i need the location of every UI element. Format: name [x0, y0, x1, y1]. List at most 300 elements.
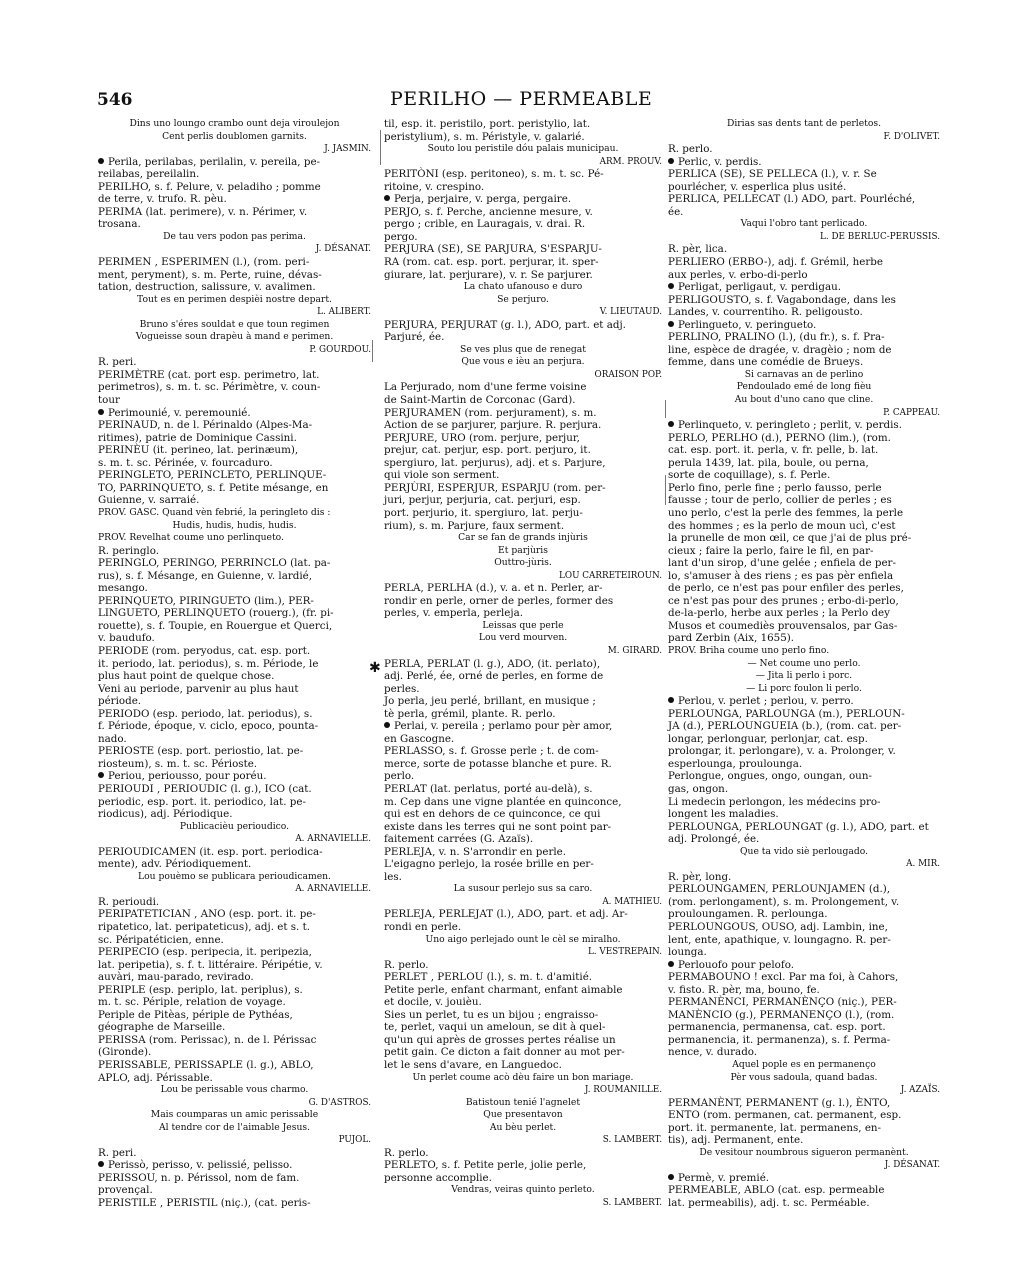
- line-text: PERJURA (SE), SE PARJURA, S'ESPARJU-: [384, 243, 602, 256]
- line-text: PERILHO, s. f. Pelure, v. peladiho ; pomme: [98, 180, 321, 193]
- text-line: [384, 1072, 662, 1085]
- line-text: pourlécher, v. esperlica plus usité.: [668, 180, 847, 193]
- text-line: [668, 833, 940, 846]
- text-line: [98, 871, 371, 884]
- text-line: [98, 745, 371, 758]
- line-text: PERLAT (lat. perlatus, porté au-delà), s.: [384, 782, 593, 795]
- line-text: Petite perle, enfant charmant, enfant aimable: [384, 983, 623, 996]
- line-text: PROV. GASC. Quand vèn febrié, la peringleto dis :: [98, 506, 331, 518]
- text-line: [384, 482, 662, 495]
- line-text: A. ARNAVIELLE.: [295, 834, 371, 845]
- bullet-icon: [384, 722, 390, 728]
- text-line: [98, 658, 371, 671]
- line-text: la prunelle de mon œil, ce que j'ai de plus pré-: [668, 532, 912, 545]
- text-line: [384, 1147, 662, 1160]
- line-text: ripatetico, lat. peripateticus), adj. et s. t.: [98, 921, 310, 933]
- line-text: cat. esp. port. it. perla, v. fr. pelle, b. lat.: [668, 444, 879, 457]
- text-line: [384, 733, 662, 746]
- text-line: [668, 996, 940, 1009]
- text-line: [668, 156, 940, 169]
- text-line: [668, 419, 940, 432]
- line-text: perles, v. emperla, perleja.: [384, 607, 524, 620]
- line-text: PERINAUD, n. de l. Périnaldo (Alpes-Ma-: [98, 419, 313, 432]
- text-line: [98, 582, 371, 595]
- text-line: [98, 407, 371, 420]
- text-line: [98, 770, 371, 783]
- line-text: Vaqui l'obro tant perlicado.: [740, 218, 868, 230]
- text-line: [668, 1009, 940, 1022]
- margin-rule: [665, 475, 666, 505]
- line-text: pergo ; crible, en Lauragais, v. drai. R.: [384, 218, 586, 231]
- text-line: [98, 632, 371, 645]
- line-text: Parjuré, ée.: [384, 331, 445, 344]
- text-line: [668, 908, 940, 921]
- line-text: PERLEJA, PERLEJAT (l.), ADO, part. et adj. Ar-: [384, 908, 628, 921]
- line-text: Cent perlis doublomen garnits.: [162, 130, 307, 142]
- text-line: [668, 407, 940, 420]
- line-text: PERIPECIO (esp. peripecia, it. peripezia,: [98, 946, 312, 959]
- text-line: [98, 908, 371, 921]
- line-text: A. ARNAVIELLE.: [295, 884, 371, 895]
- line-text: rus), s. f. Mésange, en Guienne, v. lardié,: [98, 569, 313, 582]
- text-line: [668, 934, 940, 947]
- text-line: [668, 921, 940, 934]
- line-text: Guienne, v. sarraié.: [98, 494, 200, 507]
- line-text: Periou, periousso, pour poréu.: [108, 770, 267, 783]
- text-line: [668, 896, 940, 909]
- text-line: [384, 883, 662, 896]
- text-line: [668, 946, 940, 959]
- line-text: de perlo, ce n'est pas pour enfiler des perles,: [668, 582, 904, 595]
- bullet-icon: [98, 409, 104, 415]
- line-text: PERLOUNGAMEN, PERLOUNJAMEN (d.),: [668, 883, 891, 896]
- line-text: De tau vers podon pas perima.: [163, 230, 306, 242]
- text-line: [668, 683, 940, 696]
- line-text: perimetros), s. m. t. sc. Périmètre, v. coun-: [98, 381, 321, 394]
- line-text: RA (rom. cat. esp. port. perjurar, it. sper-: [384, 256, 599, 269]
- column-2: [384, 118, 662, 1209]
- text-line: [384, 846, 662, 859]
- text-line: [98, 1097, 371, 1110]
- line-text: PROV. Revelhat coume uno perlinqueto.: [98, 532, 284, 544]
- text-line: [98, 331, 371, 344]
- text-line: [384, 168, 662, 181]
- text-line: [98, 708, 371, 721]
- text-line: [98, 181, 371, 194]
- text-line: [384, 984, 662, 997]
- text-line: [98, 444, 371, 457]
- text-line: [98, 482, 371, 495]
- text-line: [668, 695, 940, 708]
- line-text: petit gain. Ce dicton a fait donner au mot per-: [384, 1046, 625, 1059]
- text-line: [668, 1147, 940, 1160]
- line-text: V. LIEUTAUD.: [599, 307, 662, 318]
- line-text: PUJOL.: [338, 1135, 371, 1146]
- text-line: [668, 821, 940, 834]
- line-text: PERJURE, URO (rom. perjure, perjur,: [384, 431, 580, 444]
- text-line: [98, 131, 371, 144]
- line-text: tation, destruction, salissure, v. avalimen.: [98, 281, 316, 294]
- text-line: [384, 683, 662, 696]
- text-line: [668, 444, 940, 457]
- line-text: Et parjùris: [498, 544, 548, 556]
- text-line: [668, 733, 940, 746]
- line-text: géographe de Marseille.: [98, 1021, 226, 1034]
- text-line: [384, 670, 662, 683]
- line-text: gas, ongon.: [668, 782, 729, 795]
- text-line: [98, 733, 371, 746]
- text-line: [384, 858, 662, 871]
- line-text: Un perlet coume acò dèu faire un bon mariage.: [412, 1071, 634, 1083]
- text-line: [668, 281, 940, 294]
- line-text: en Gascogne.: [384, 732, 455, 745]
- line-text: Action de se parjurer, parjure. R. perjura.: [384, 419, 602, 432]
- text-line: [384, 770, 662, 783]
- line-text: Bruno s'éres souldat e que toun regimen: [139, 318, 330, 330]
- line-text: perles.: [384, 682, 420, 695]
- text-line: [98, 996, 371, 1009]
- bullet-icon: [668, 961, 674, 967]
- line-text: Perissò, perisso, v. pelissié, pelisso.: [108, 1159, 293, 1172]
- line-text: PERLETO, s. f. Petite perle, jolie perle,: [384, 1159, 587, 1172]
- bullet-icon: [668, 697, 674, 703]
- text-line: [668, 570, 940, 583]
- line-text: Perlingueto, v. peringueto.: [678, 318, 817, 331]
- line-text: P. GOURDOU.: [309, 344, 371, 355]
- line-text: existe dans les terres qui ne sont point par-: [384, 820, 612, 833]
- text-line: [98, 720, 371, 733]
- line-text: let le sens d'avare, en Languedoc.: [384, 1059, 562, 1072]
- text-line: [384, 1084, 662, 1097]
- line-text: PROV. Briha coume uno perlo fino.: [668, 644, 830, 656]
- text-line: [668, 520, 940, 533]
- text-line: [668, 331, 940, 344]
- line-text: Vogueisse soun drapèu à mand e perimen.: [135, 331, 334, 343]
- line-text: rondi en perle.: [384, 921, 462, 933]
- line-text: Pèr vous sadoula, quand badas.: [730, 1071, 878, 1083]
- text-line: [668, 1109, 940, 1122]
- text-line: [98, 281, 371, 294]
- line-text: PERJO, s. f. Perche, ancienne mesure, v.: [384, 205, 593, 218]
- line-text: PERJÙRI, ESPERJUR, ESPARJU (rom. per-: [384, 481, 606, 494]
- text-line: [98, 118, 371, 131]
- text-line: [384, 908, 662, 921]
- text-line: [384, 959, 662, 972]
- line-text: Uno aigo perlejado ount le cèl se miralho.: [425, 933, 621, 945]
- bullet-icon: [668, 321, 674, 327]
- line-text: esperlounga, proulounga.: [668, 757, 803, 770]
- text-line: [668, 131, 940, 144]
- text-line: [384, 1059, 662, 1072]
- line-text: J. ROUMANILLE.: [584, 1085, 662, 1096]
- text-line: [668, 231, 940, 244]
- text-line: [668, 356, 940, 369]
- line-text: JA (d.), PERLOUNGUEIA (b.), (rom. cat. per-: [668, 720, 902, 733]
- text-line: [384, 783, 662, 796]
- line-text: m. Cep dans une vigne plantée en quinconce,: [384, 795, 622, 808]
- text-line: [668, 858, 940, 871]
- line-text: port. it. permanente, lat. permanens, en-: [668, 1121, 882, 1134]
- text-line: [98, 394, 371, 407]
- text-line: [98, 1034, 371, 1047]
- line-text: adj. Prolongé, ée.: [668, 833, 760, 846]
- text-line: [384, 946, 662, 959]
- line-text: spergiuro, lat. perjurus), adj. et s. Parjure,: [384, 456, 606, 469]
- text-line: [98, 1184, 371, 1197]
- line-text: PERMABOUNO ! excl. Par ma foi, à Cahors,: [668, 971, 899, 984]
- text-line: [668, 557, 940, 570]
- line-text: de-la-perlo, herbe aux perles ; la Perlo dey: [668, 607, 890, 620]
- line-text: til, esp. it. peristilo, port. peristylio, lat.: [384, 118, 591, 130]
- line-text: Publicacièu perioudico.: [179, 820, 290, 832]
- line-text: R. perioudi.: [98, 895, 160, 908]
- text-line: [98, 946, 371, 959]
- text-line: [384, 1184, 662, 1197]
- line-text: Musos et coumediès prouvensalos, par Gas-: [668, 619, 898, 632]
- text-line: [384, 1122, 662, 1135]
- text-line: [98, 934, 371, 947]
- line-text: longar, perlonguar, perlonjar, cat. esp.: [668, 732, 868, 745]
- text-line: [668, 607, 940, 620]
- text-line: [668, 1172, 940, 1185]
- text-line: [384, 331, 662, 344]
- text-line: [384, 206, 662, 219]
- text-line: [668, 658, 940, 671]
- line-text: PERIPATETICIAN , ANO (esp. port. it. pe-: [98, 908, 316, 921]
- line-text: A. MIR.: [906, 859, 940, 870]
- line-text: PERLINO, PRALINO (l.), (du fr.), s. f. Pra-: [668, 331, 885, 344]
- text-line: [384, 545, 662, 558]
- text-line: [384, 582, 662, 595]
- line-text: prouloungamen. R. perlounga.: [668, 908, 828, 921]
- margin-rule: [380, 130, 381, 165]
- text-line: [98, 356, 371, 369]
- text-line: [668, 582, 940, 595]
- text-line: [98, 1059, 371, 1072]
- text-line: [98, 570, 371, 583]
- text-line: [668, 256, 940, 269]
- text-line: [98, 457, 371, 470]
- text-line: [98, 168, 371, 181]
- text-line: [98, 683, 371, 696]
- text-line: [384, 758, 662, 771]
- line-text: Perlongue, ongues, ongo, oungan, oun-: [668, 770, 872, 783]
- text-line: [98, 294, 371, 307]
- text-line: [384, 570, 662, 583]
- text-line: [668, 871, 940, 884]
- line-text: fausse ; tour de perlo, collier de perles ; es: [668, 494, 892, 507]
- line-text: prejur, cat. perjur, esp. port. perjuro, it.: [384, 444, 591, 457]
- line-text: lo, s'amuser à des riens ; es pas pèr enfiela: [668, 569, 894, 582]
- text-line: [98, 557, 371, 570]
- line-text: line, espèce de dragée, v. dragèio ; nom de: [668, 343, 892, 356]
- line-text: PERMANÈNT, PERMANENT (g. l.), ÈNTO,: [668, 1096, 891, 1109]
- line-text: L. ALIBERT.: [317, 307, 371, 318]
- text-line: [384, 469, 662, 482]
- line-text: auvàri, mau-parado, revirado.: [98, 971, 254, 984]
- text-line: [668, 670, 940, 683]
- line-text: Permè, v. premié.: [678, 1171, 770, 1184]
- text-line: [384, 369, 662, 382]
- text-line: [384, 821, 662, 834]
- text-line: [668, 984, 940, 997]
- line-text: PERINÈU (it. perineo, lat. perinæum),: [98, 444, 299, 457]
- text-line: [668, 971, 940, 984]
- text-line: [668, 1134, 940, 1147]
- text-line: [98, 607, 371, 620]
- line-text: faitement carrées (G. Azaïs).: [384, 833, 534, 846]
- line-text: port. perjurio, it. spergiuro, lat. perju-: [384, 506, 583, 519]
- text-line: [668, 883, 940, 896]
- text-line: [384, 143, 662, 156]
- line-text: Jo perla, jeu perlé, brillant, en musique ;: [384, 695, 596, 708]
- line-text: rouette), s. f. Toupie, en Rouergue et Querci,: [98, 619, 333, 632]
- page-number: 546: [97, 90, 133, 110]
- line-text: LOU CARRETEIROUN.: [559, 570, 662, 581]
- text-line: [98, 507, 371, 520]
- text-line: [384, 796, 662, 809]
- line-text: nado.: [98, 732, 127, 745]
- text-line: [668, 394, 940, 407]
- line-text: tè perla, grémil, plante. R. perlo.: [384, 707, 556, 720]
- line-text: L'eigagno perlejo, la rosée brille en per-: [384, 858, 594, 871]
- line-text: ARM. PROUV.: [599, 156, 662, 167]
- text-line: [668, 344, 940, 357]
- line-text: PERIOUDI , PERIOUDIC (l. g.), ICO (cat.: [98, 782, 312, 795]
- text-line: [668, 1197, 940, 1210]
- line-text: provençal.: [98, 1184, 153, 1197]
- line-text: mente), adv. Périodiquement.: [98, 858, 252, 871]
- line-text: De vesitour noumbrous sigueron permanènt.: [699, 1146, 909, 1158]
- text-line: [384, 808, 662, 821]
- text-line: [384, 507, 662, 520]
- text-line: [98, 243, 371, 256]
- line-text: Mais coumparas un amic perissable: [150, 1109, 319, 1121]
- line-text: Car se fan de grands injùris: [458, 532, 588, 544]
- text-line: [668, 369, 940, 382]
- line-text: Outtro-jùris.: [494, 557, 552, 569]
- text-line: [384, 432, 662, 445]
- line-text: Dins uno loungo crambo ount deja viroulejon: [129, 118, 340, 129]
- text-line: [668, 1059, 940, 1072]
- line-text: Perimounié, v. peremounié.: [108, 406, 251, 419]
- line-text: qui est en dehors de ce quinconce, ce qui: [384, 808, 601, 821]
- line-text: J. JASMIN.: [324, 144, 371, 155]
- line-text: Dirias sas dents tant de perletos.: [726, 118, 882, 129]
- text-line: [98, 620, 371, 633]
- line-text: riosteum), s. m. t. sc. Périoste.: [98, 757, 258, 770]
- text-line: [668, 193, 940, 206]
- line-text: lant d'un sirop, d'une gelée ; enfiela de per-: [668, 557, 896, 570]
- text-line: [98, 821, 371, 834]
- line-text: ée.: [668, 205, 684, 218]
- line-text: PERISTILE , PERISTIL (niç.), (cat. peris-: [98, 1197, 311, 1210]
- margin-mark: ✱: [369, 660, 381, 676]
- line-text: F. D'OLIVET.: [883, 131, 940, 142]
- text-line: [668, 306, 940, 319]
- line-text: tis), adj. Permanent, ente.: [668, 1134, 804, 1147]
- text-line: [98, 808, 371, 821]
- line-text: PERLICA (SE), SE PELLECA (l.), v. r. Se: [668, 168, 877, 181]
- text-line: [98, 1046, 371, 1059]
- text-line: [384, 720, 662, 733]
- text-line: [384, 444, 662, 457]
- text-line: [98, 1021, 371, 1034]
- line-text: Tout es en perimen despièi nostre depart.: [137, 293, 332, 305]
- text-line: [668, 708, 940, 721]
- line-text: Que presentavon: [483, 1109, 563, 1121]
- line-text: merce, sorte de potasse blanche et pure. R.: [384, 757, 612, 770]
- line-text: sc. Péripatéticien, enne.: [98, 933, 224, 946]
- text-line: [668, 1097, 940, 1110]
- text-line: [668, 469, 940, 482]
- text-line: [98, 984, 371, 997]
- line-text: PERIOSTE (esp. port. periostio, lat. pe-: [98, 745, 304, 758]
- line-text: PERLOUNGA, PARLOUNGA (m.), PERLOUN-: [668, 707, 905, 720]
- line-text: ment, peryment), s. m. Perte, ruine, dévas-: [98, 268, 322, 281]
- text-line: [384, 871, 662, 884]
- text-line: [668, 457, 940, 470]
- line-text: Perlic, v. perdis.: [678, 155, 762, 168]
- line-text: G. D'ASTROS.: [308, 1097, 371, 1108]
- line-text: Perlai, v. pereila ; perlamo pour pèr amor,: [394, 720, 613, 733]
- bullet-icon: [668, 421, 674, 427]
- line-text: rium), s. m. Parjure, faux serment.: [384, 519, 565, 532]
- text-line: [668, 1046, 940, 1059]
- line-text: trosana.: [98, 218, 141, 231]
- text-line: [668, 632, 940, 645]
- text-line: [668, 218, 940, 231]
- line-text: v. fisto. R. pèr, ma, bouno, fe.: [668, 983, 820, 996]
- line-text: PERMEABLE, ABLO (cat. esp. permeable: [668, 1184, 885, 1197]
- text-line: [98, 319, 371, 332]
- text-line: [384, 1172, 662, 1185]
- line-text: PERITÒNI (esp. peritoneo), s. m. t. sc. Pé-: [384, 168, 604, 181]
- line-text: ce n'est pas pour des prunes ; erbo-di-perlo,: [668, 594, 899, 607]
- line-text: sorte de coquillage), s. f. Perle.: [668, 469, 831, 482]
- text-line: [98, 1109, 371, 1122]
- text-line: [384, 532, 662, 545]
- line-text: peristylium), s. m. Péristyle, v. galarié.: [384, 130, 585, 143]
- text-line: [384, 118, 662, 131]
- text-line: [98, 645, 371, 658]
- text-line: [98, 858, 371, 871]
- line-text: Perila, perilabas, perilalin, v. pereila, pe-: [108, 155, 321, 168]
- line-text: les.: [384, 870, 402, 883]
- text-line: [668, 143, 940, 156]
- line-text: Pendoulado emé de long fièu: [736, 381, 872, 393]
- text-line: [98, 1072, 371, 1085]
- text-line: [384, 294, 662, 307]
- line-text: reilabas, pereilalin.: [98, 168, 200, 181]
- line-text: nence, v. durado.: [668, 1046, 758, 1059]
- line-text: Aquel pople es en permanenço: [732, 1059, 876, 1071]
- line-text: PERIODE (rom. peryodus, cat. esp. port.: [98, 644, 311, 657]
- text-line: [384, 193, 662, 206]
- line-text: PERLA, PERLAT (l. g.), ADO, (it. perlato),: [384, 657, 601, 670]
- line-text: PERIMEN , ESPERIMEN (l.), (rom. peri-: [98, 256, 310, 269]
- text-line: [668, 745, 940, 758]
- text-line: [98, 520, 371, 533]
- line-text: PERISSABLE, PERISSAPLE (l. g.), ABLO,: [98, 1059, 314, 1072]
- text-line: [384, 319, 662, 332]
- line-text: Periple de Pitèas, périple de Pythéas,: [98, 1008, 293, 1021]
- running-head: PERILHO — PERMEABLE: [390, 88, 653, 110]
- line-text: lat. permeabilis), adj. t. sc. Perméable.: [668, 1197, 870, 1210]
- line-text: personne accomplie.: [384, 1171, 492, 1184]
- text-line: [384, 1109, 662, 1122]
- line-text: (Gironde).: [98, 1046, 152, 1059]
